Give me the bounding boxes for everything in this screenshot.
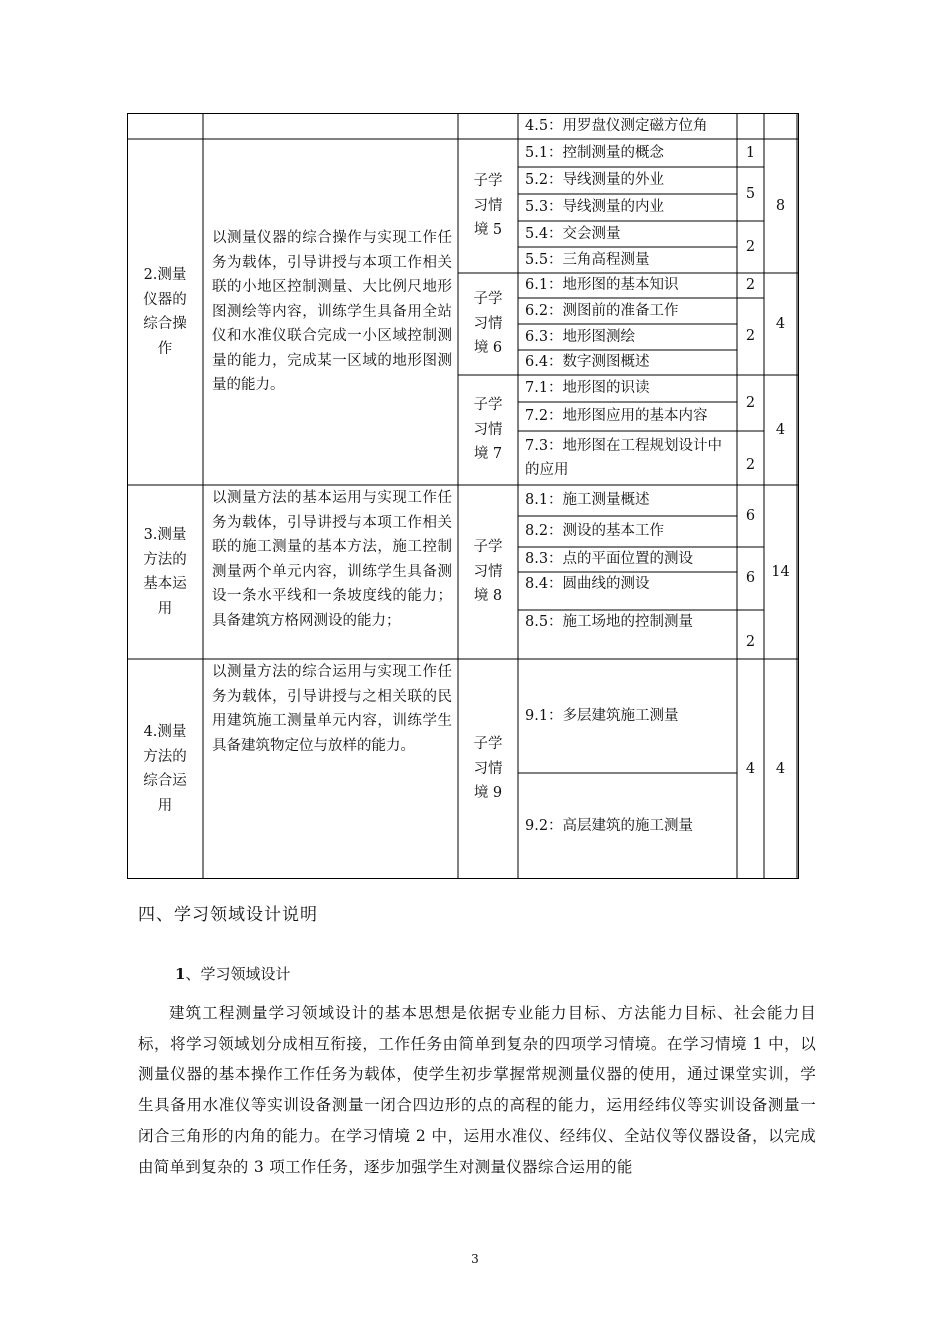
hours-5-1: 1 — [745, 144, 756, 161]
item-7-1: 7.1：地形图的识读 — [525, 380, 650, 397]
item-5-1: 5.1：控制测量的概念 — [525, 144, 665, 161]
hours-6-1: 2 — [745, 277, 756, 294]
item-8-2: 8.2：测设的基本工作 — [525, 523, 665, 540]
curriculum-table — [127, 113, 799, 879]
page-number: 3 — [471, 1252, 479, 1266]
hours-7-1-2: 2 — [745, 394, 756, 411]
total-situation-5: 8 — [775, 197, 786, 214]
situation-5-label: 子学习情境 5 — [473, 173, 503, 239]
situation-8-label: 子学习情境 8 — [473, 539, 503, 605]
item-5-2: 5.2：导线测量的外业 — [525, 172, 665, 189]
item-8-5: 8.5：施工场地的控制测量 — [525, 614, 694, 630]
item-4-5: 4.5：用罗盘仪测定磁方位角 — [525, 117, 708, 134]
item-8-1: 8.1：施工测量概述 — [525, 492, 650, 509]
module-2-title: 2.测量仪器的综合操作 — [143, 267, 187, 357]
item-9-2: 9.2：高层建筑的施工测量 — [525, 817, 694, 834]
module-2-description — [203, 139, 458, 485]
subheading-text: 、学习领域设计 — [185, 965, 291, 983]
item-7-3: 7.3：地形图在工程规划设计中的应用 — [525, 437, 723, 478]
hours-8-5: 2 — [745, 634, 756, 651]
module-3-title: 3.测量方法的基本运用 — [143, 527, 187, 617]
item-7-2: 7.2：地形图应用的基本内容 — [525, 408, 708, 425]
situation-7-label: 子学习情境 7 — [473, 397, 503, 463]
module-4-description-text: 以测量方法的综合运用与实现工作任务为载体，引导讲授与之相关联的民用建筑施工测量单元内容，训练学生具备建筑物定位与放样的能力。 — [212, 664, 452, 754]
situation-9-label: 子学习情境 9 — [473, 736, 503, 802]
item-6-4: 6.4：数字测图概述 — [525, 354, 650, 371]
hours-5-4-5: 2 — [745, 238, 756, 255]
item-5-4: 5.4：交会测量 — [525, 225, 621, 242]
module-4-title: 4.测量方法的综合运用 — [143, 724, 187, 814]
item-6-3: 6.3：地形图测绘 — [525, 328, 636, 345]
total-situation-9: 4 — [775, 760, 786, 777]
module-4-description — [203, 659, 458, 879]
hours-9: 4 — [745, 760, 756, 777]
situation-6-label: 子学习情境 6 — [473, 291, 503, 357]
hours-5-2-3: 5 — [745, 185, 756, 202]
module-3-description — [203, 485, 458, 659]
hours-8-3-4: 6 — [745, 570, 756, 587]
module-2-description-text: 以测量仪器的综合操作与实现工作任务为载体，引导讲授与本项工作相关联的小地区控制测量、大比例尺地形图测绘等内容，训练学生具备用全站仪和水准仪联合完成一小区域控制测量的能力，完成某一区域的地形图测量的能力。 — [212, 230, 452, 394]
item-6-2: 6.2：测图前的准备工作 — [525, 302, 679, 319]
module-3-description-text: 以测量方法的基本运用与实现工作任务为载体，引导讲授与本项工作相关联的施工测量的基本方法，施工控制测量两个单元内容，训练学生具备测设一条水平线和一条坡度线的能力；具备建筑方格网测设的能力； — [212, 490, 452, 629]
body-paragraph: 建筑工程测量学习领域设计的基本思想是依据专业能力目标、方法能力目标、社会能力目标，将学习领域划分成相互衔接，工作任务由简单到复杂的四项学习情境。在学习情境 1 中，以测量仪器的基本操作工作任务为载体，使学生初步掌握常规测量仪器的使用，通过课堂实训，学生具备用水准仪等实训设备测量一闭合四边形的点的高程的能力，运用经纬仪等实训设备测量一闭合三角形的内角的能力。在学习情境 2 中，运用水准仪、经纬仪、全站仪等仪器设备，以完成由简单到复杂的 3 项工作任务，逐步加强学生对测量仪器综合运用的能 — [138, 1004, 816, 1176]
item-6-1: 6.1：地形图的基本知识 — [525, 277, 679, 294]
item-9-1: 9.1：多层建筑施工测量 — [525, 707, 679, 724]
total-situation-8: 14 — [771, 563, 790, 580]
subheading — [175, 963, 290, 984]
hours-7-3: 2 — [745, 456, 756, 473]
item-5-3: 5.3：导线测量的内业 — [525, 199, 665, 216]
item-8-4: 8.4：圆曲线的测设 — [525, 576, 650, 592]
total-situation-7: 4 — [775, 421, 786, 438]
section-heading: 四、学习领域设计说明 — [138, 905, 318, 925]
subheading-number: 1 — [175, 965, 186, 983]
total-situation-6: 4 — [775, 315, 786, 332]
hours-8-1-2: 6 — [745, 507, 756, 524]
hours-6-2-4: 2 — [745, 328, 756, 345]
item-8-3: 8.3：点的平面位置的测设 — [525, 551, 694, 568]
item-5-5: 5.5：三角高程测量 — [525, 251, 650, 268]
